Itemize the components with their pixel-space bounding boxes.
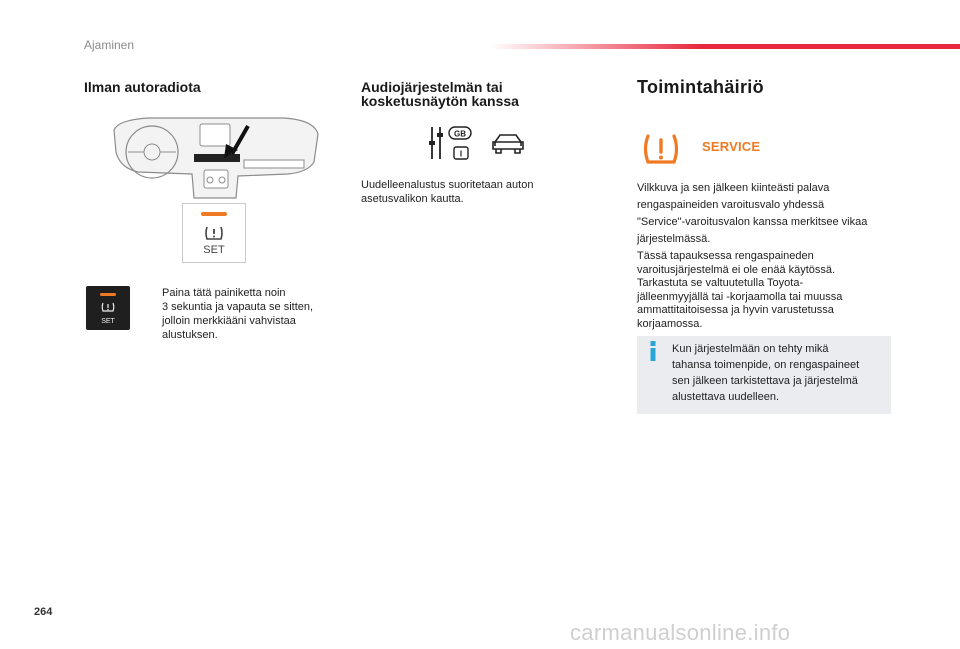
set-button-panel <box>182 203 246 263</box>
instruction-line: jolloin merkkiääni vahvistaa <box>162 315 296 327</box>
text-line: jälleenmyyjällä tai -korjaamolla tai muussa <box>637 290 843 303</box>
text-line: alustettava uudelleen. <box>672 391 780 403</box>
text-line: asetusvalikon kautta. <box>361 193 464 205</box>
set-label: SET <box>203 244 225 256</box>
header-accent-bar <box>490 44 960 49</box>
info-icon <box>648 341 658 361</box>
heading-line: kosketusnäytön kanssa <box>361 93 519 109</box>
tire-pressure-warning-icon <box>642 132 680 166</box>
instruction-line: 3 sekuntia ja vapauta se sitten, <box>162 301 314 313</box>
info-note <box>672 341 887 405</box>
audio-reset-text <box>361 178 581 206</box>
text-line: rengaspaineiden varoitusvalo yhdessä <box>637 199 825 211</box>
set-indicator-led <box>201 212 227 216</box>
set-led-small <box>100 293 116 296</box>
instruction-line: Paina tätä painiketta noin <box>162 287 286 299</box>
tire-pressure-icon-small <box>101 301 115 313</box>
heading-without-radio: Ilman autoradiota <box>84 79 201 95</box>
text-line: Tarkastuta se valtuutetulla Toyota- <box>637 277 804 289</box>
heading-audio-touchscreen <box>361 80 519 108</box>
dashboard-illustration <box>108 112 322 200</box>
heading-line: Audiojärjestelmän tai <box>361 79 503 95</box>
gb-label: GB <box>454 129 466 139</box>
car-icon <box>492 132 524 154</box>
i-label: I <box>459 149 463 159</box>
malfunction-para-2 <box>637 250 897 331</box>
set-button-icon <box>86 286 130 330</box>
watermark: carmanualsonline.info <box>570 620 791 645</box>
section-label: Ajaminen <box>84 38 135 52</box>
text-line: sen jälkeen tarkistettava ja järjestelmä <box>672 375 858 387</box>
text-line: Vilkkuva ja sen jälkeen kiinteästi palava <box>637 182 830 194</box>
instruction-line: alustuksen. <box>162 329 218 341</box>
page-number: 264 <box>34 606 53 618</box>
text-line: korjaamossa. <box>637 317 703 330</box>
instruction-text <box>162 286 342 342</box>
text-line: ammattitaitoisessa ja hyvin varustetussa <box>637 304 834 316</box>
settings-sliders-icon <box>428 125 474 161</box>
text-line: järjestelmässä. <box>637 233 711 245</box>
malfunction-para-1 <box>637 180 897 248</box>
text-line: Uudelleenalustus suoritetaan auton <box>361 179 534 191</box>
text-line: Tässä tapauksessa rengaspaineden <box>637 250 814 262</box>
text-line: varoitusjärjestelmä ei ole enää käytössä. <box>637 263 836 276</box>
text-line: "Service"-varoitusvalon kanssa merkitsee vikaa <box>637 216 868 228</box>
heading-malfunction: Toimintahäiriö <box>637 77 764 97</box>
tire-pressure-icon <box>204 224 224 242</box>
service-warning-label: SERVICE <box>702 139 761 154</box>
set-label-small: SET <box>101 318 115 325</box>
text-line: Kun järjestelmään on tehty mikä <box>672 343 829 355</box>
text-line: tahansa toimenpide, on rengaspaineet <box>672 359 860 371</box>
